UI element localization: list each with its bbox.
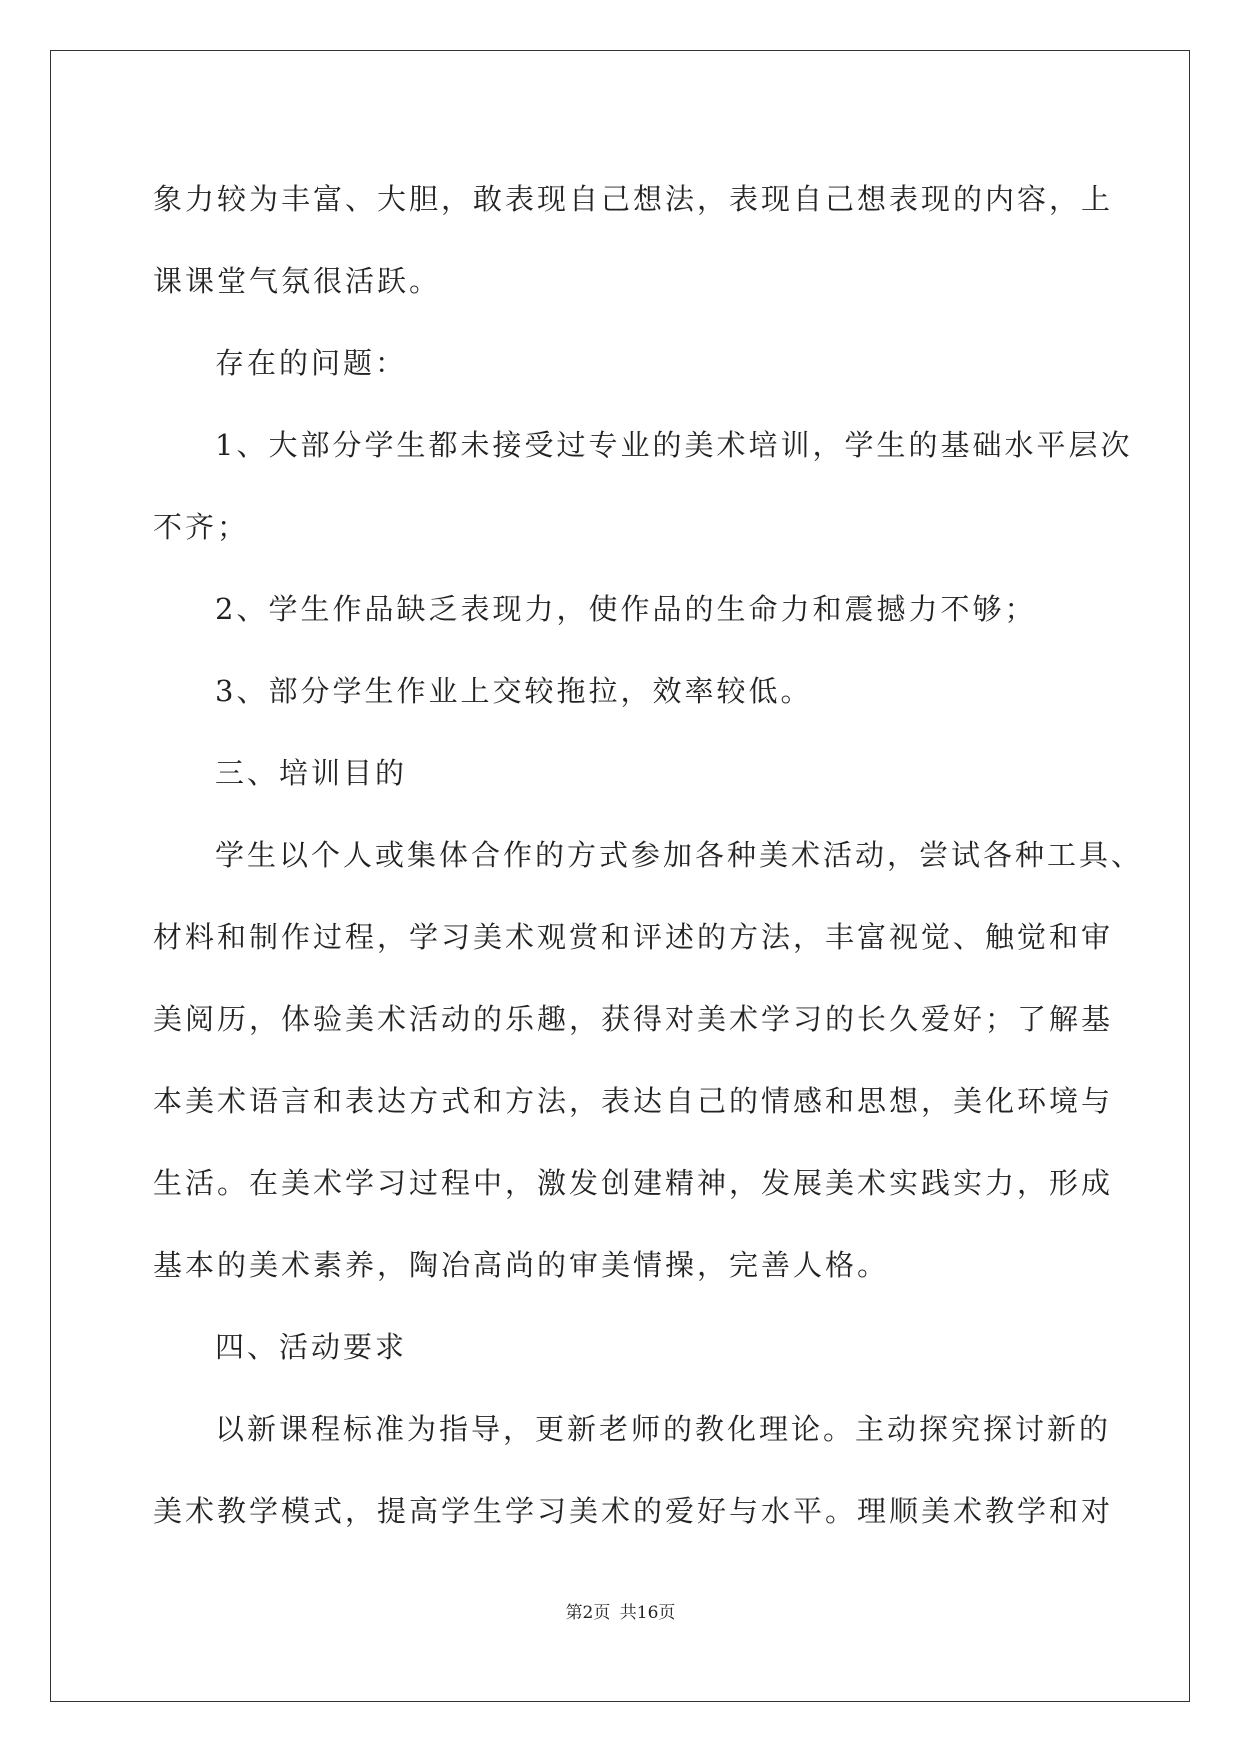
text-line: 3、部分学生作业上交较拖拉，效率较低。 [215, 674, 813, 708]
section-heading: 四、活动要求 [215, 1330, 408, 1364]
text-line: 象力较为丰富、大胆，敢表现自己想法，表现自己想表现的内容，上 [153, 182, 1114, 216]
text-line: 课课堂气氛很活跃。 [153, 264, 442, 298]
text-line: 生活。在美术学习过程中，激发创建精神，发展美术实践实力，形成 [153, 1166, 1114, 1200]
total-pages: 共16页 [619, 1603, 676, 1623]
document-body [153, 158, 1144, 1552]
text-line: 学生以个人或集体合作的方式参加各种美术活动，尝试各种工具、 [215, 838, 1144, 872]
text-line: 本美术语言和表达方式和方法，表达自己的情感和思想，美化环境与 [153, 1084, 1114, 1118]
text-line: 不齐； [153, 510, 250, 544]
page-footer [0, 1598, 1241, 1623]
text-line: 材料和制作过程，学习美术观赏和评述的方法，丰富视觉、触觉和审 [153, 920, 1114, 954]
text-line: 1、大部分学生都未接受过专业的美术培训，学生的基础水平层次 [215, 428, 1133, 462]
text-line: 基本的美术素养，陶冶高尚的审美情操，完善人格。 [153, 1248, 890, 1282]
section-heading: 三、培训目的 [215, 756, 408, 790]
paragraph-heading: 存在的问题： [215, 346, 408, 380]
text-line: 2、学生作品缺乏表现力，使作品的生命力和震撼力不够； [215, 592, 1037, 626]
text-line: 美术教学模式，提高学生学习美术的爱好与水平。理顺美术教学和对 [153, 1494, 1114, 1528]
text-line: 美阅历，体验美术活动的乐趣，获得对美术学习的长久爱好；了解基 [153, 1002, 1114, 1036]
text-line: 以新课程标准为指导，更新老师的教化理论。主动探究探讨新的 [215, 1412, 1112, 1446]
page-number: 第2页 [565, 1603, 611, 1623]
